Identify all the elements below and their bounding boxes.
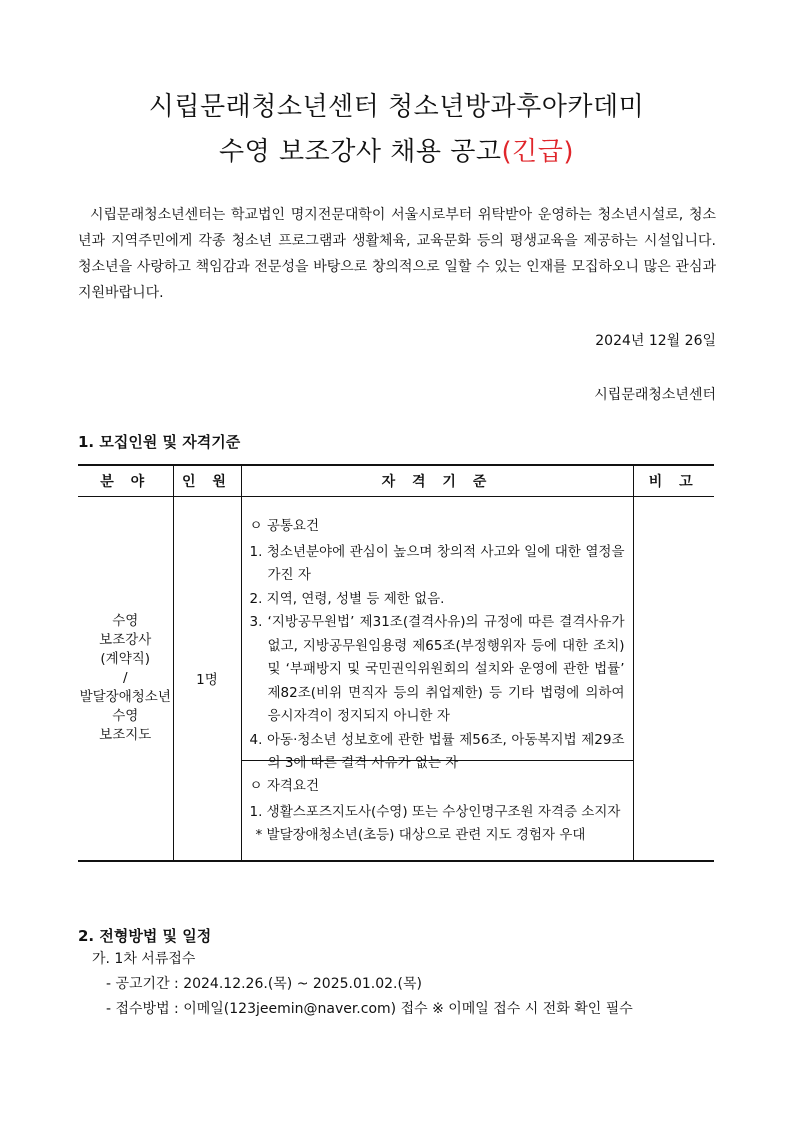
application-method: - 접수방법 : 이메일(123jeemin@naver.com) 접수 ※ 이메일 접수 시 전화 확인 필수 (106, 1001, 633, 1017)
criteria-cell (241, 497, 633, 861)
list-item: 1. 청소년분야에 관심이 높으며 창의적 사고와 일에 대한 열정을 가진 자 (249, 543, 625, 583)
page-title: 시립문래청소년센터 청소년방과후아카데미 (148, 92, 645, 122)
field-line: 수영 (112, 707, 139, 724)
qualification-title: ㅇ 자격요건 (249, 778, 319, 794)
header-field: 분 야 (78, 465, 173, 497)
remarks-cell (633, 497, 714, 861)
schedule-steps (92, 947, 633, 1022)
field-line: / (122, 669, 128, 686)
urgent-label: (긴급) (501, 137, 574, 167)
list-item: 1. 생활스포즈지도사(수영) 또는 수상인명구조원 자격증 소지자 (249, 803, 621, 820)
field-line: (계약직) (100, 650, 151, 667)
header-criteria: 자 격 기 준 (241, 465, 633, 497)
field-cell (78, 497, 173, 861)
qualification-list (250, 801, 625, 825)
requirements-table (78, 464, 714, 862)
field-line: 보조지도 (99, 726, 152, 743)
qualification-requirements (242, 761, 633, 860)
common-requirements-title: ㅇ 공통요건 (249, 518, 319, 534)
field-line: 보조강사 (99, 631, 152, 648)
field-line: 발달장애청소년 (79, 688, 171, 705)
step1-title: 가. 1차 서류접수 (92, 951, 196, 967)
organization-name: 시립문래청소년센터 (594, 387, 716, 403)
common-requirements (242, 497, 633, 771)
section2-heading: 2. 전형방법 및 일정 (78, 927, 212, 945)
preference-note: * 발달장애청소년(초등) 대상으로 관련 지도 경험자 우대 (255, 827, 586, 843)
field-line: 수영 (112, 612, 139, 629)
count-cell: 1명 (173, 497, 241, 861)
list-item: 3. ‘지방공무원법’ 제31조(결격사유)의 규정에 따른 결격사유가 없고, 지방공무원임용령 제65조(부정행위자 등에 대한 조치) 및 ‘부패방지 및 국민권익위원회의 설치와 운영에 관한 법률’ 제82조(비위 면직자 등의 취업제한) 등 기타 법령에 의하여 응시자격이 정지되지 아니한 자 (249, 614, 625, 724)
list-item: 4. 아동·청소년 성보호에 관한 법률 제56조, 아동복지법 제29조의 3에 따른 결격 사유가 없는 자 (249, 731, 625, 771)
table-row (78, 497, 714, 861)
section1-heading: 1. 모집인원 및 자격기준 (78, 433, 241, 451)
header-remarks: 비 고 (633, 465, 714, 497)
common-requirements-list (250, 541, 625, 776)
intro-paragraph: 시립문래청소년센터는 학교법인 명지전문대학이 서울시로부터 위탁받아 운영하는 청소년시설로, 청소년과 지역주민에게 각종 청소년 프로그램과 생활체육, 교육문화 등의 평생교육을 제공하는 시설입니다. 청소년을 사랑하고 책임감과 전문성을 바탕으로 창의적으로 일할 수 있는 인재를 모집하오니 많은 관심과 지원바랍니다. (78, 207, 716, 301)
posting-date: 2024년 12월 26일 (595, 333, 716, 349)
page-subtitle (0, 131, 793, 168)
list-item: 2. 지역, 연령, 성별 등 제한 없음. (249, 590, 445, 607)
subtitle-main: 수영 보조강사 채용 공고 (219, 137, 502, 167)
header-count: 인 원 (173, 465, 241, 497)
table-header-row (78, 465, 714, 497)
posting-period: - 공고기간 : 2024.12.26.(목) ~ 2025.01.02.(목) (106, 976, 422, 992)
